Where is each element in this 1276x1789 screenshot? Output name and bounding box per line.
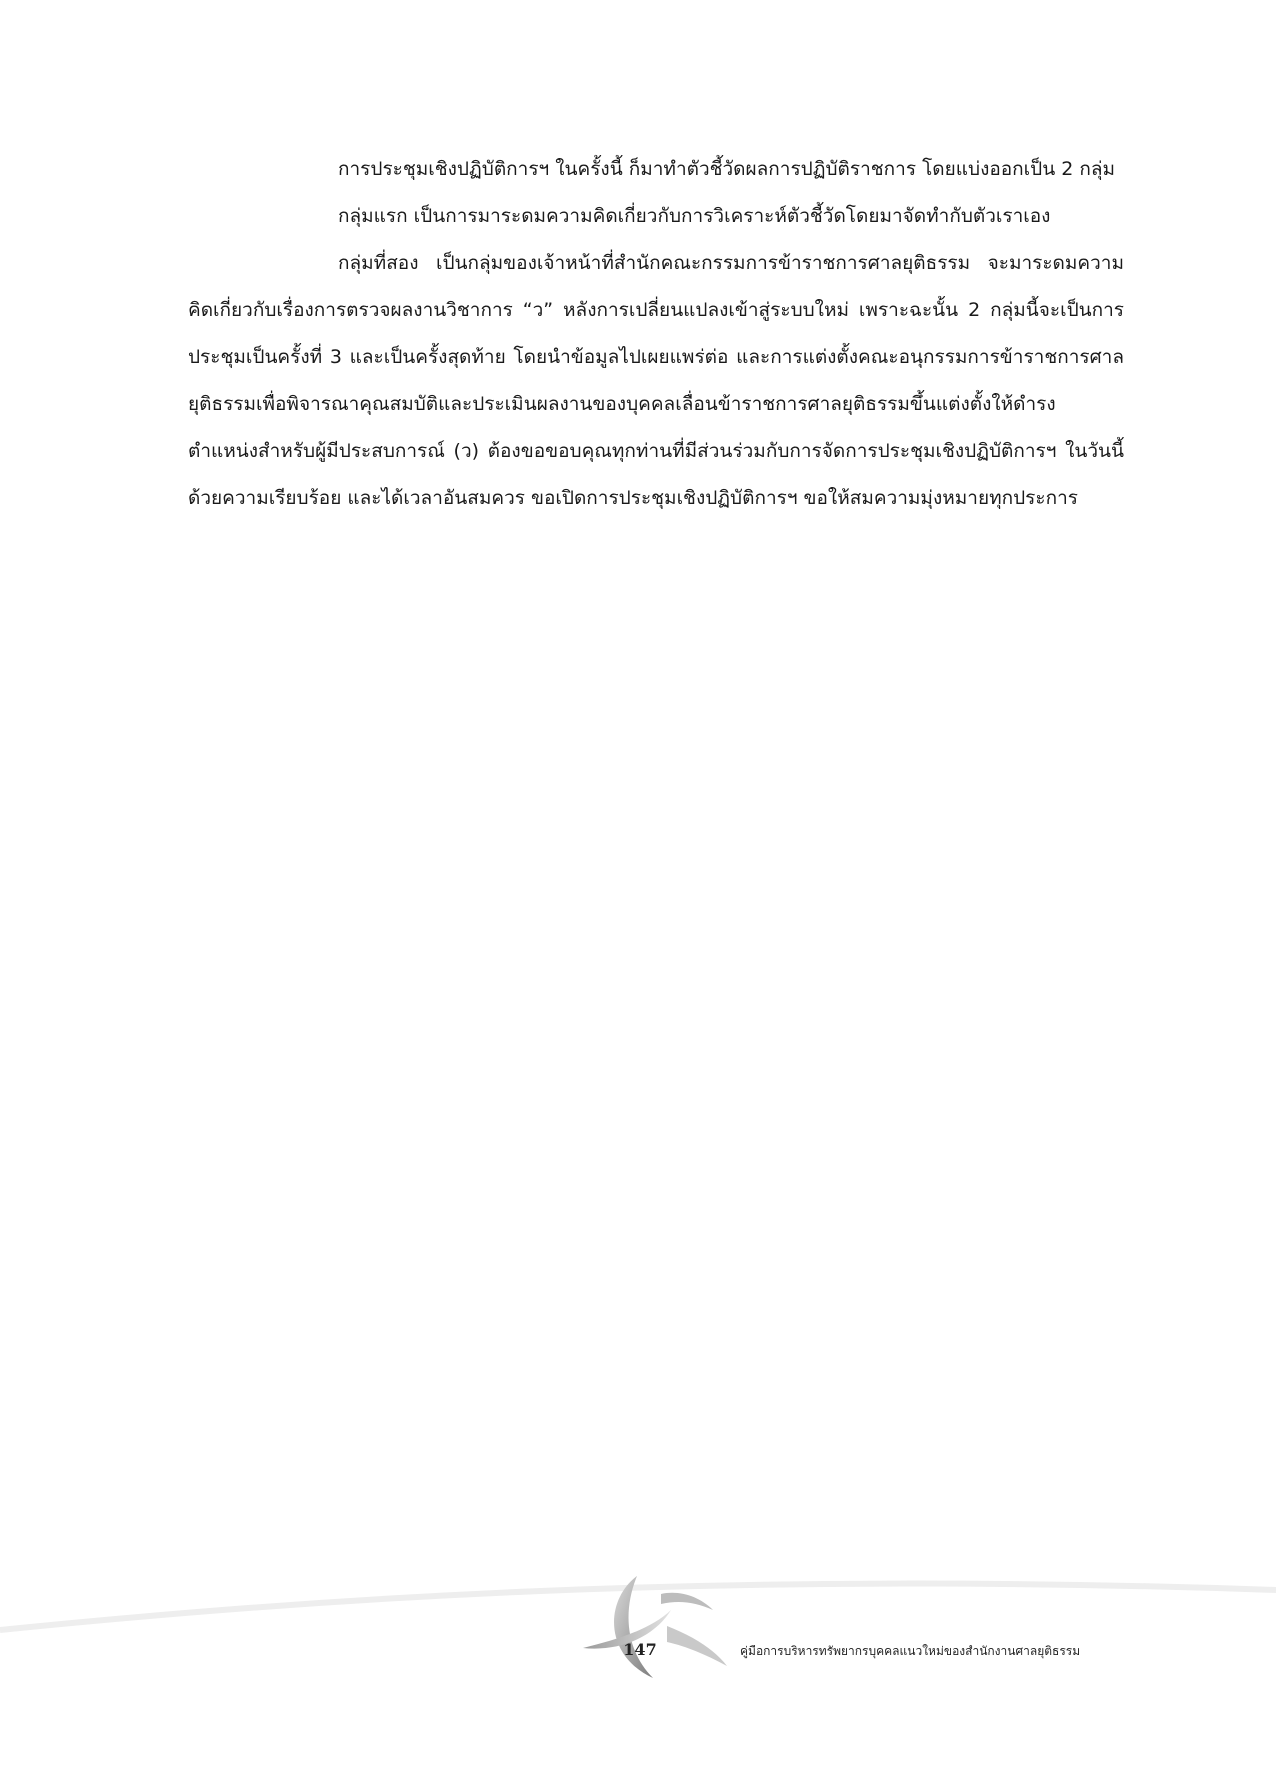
page-number: 147 — [623, 1640, 657, 1659]
paragraph-group-one: กลุ่มแรก เป็นการมาระดมความคิดเกี่ยวกับการวิเคราะห์ตัวชี้วัดโดยมาจัดทำกับตัวเราเอง — [338, 205, 1051, 227]
paragraph-group-two: กลุ่มที่สอง เป็นกลุ่มของเจ้าหน้าที่สำนักคณะกรรมการข้าราชการศาลยุติธรรม จะมาระดมความคิดเกี่ยวกับเรื่องการตรวจผลงานวิชาการ “ว” หลังการเปลี่ยนแปลงเข้าสู่ระบบใหม่ เพราะฉะนั้น 2 กลุ่มนี้จะเป็นการประชุมเป็นครั้งที่ 3 และเป็นครั้งสุดท้าย โดยนำข้อมูลไปเผยแพร่ต่อ และการแต่งตั้งคณะอนุกรรมการข้าราชการศาลยุติธรรมเพื่อพิจารณาคุณสมบัติและประเมินผลงานของบุคคลเลื่อนข้าราชการศาลยุติธรรมขึ้นแต่งตั้งให้ดำรงตำแหน่งสำหรับผู้มีประสบการณ์ (ว) ต้องขอขอบคุณทุกท่านที่มีส่วนร่วมกับการจัดการประชุมเชิงปฏิบัติการฯ ในวันนี้ด้วยความเรียบร้อย และได้เวลาอันสมควร ขอเปิดการประชุมเชิงปฏิบัติการฯ ขอให้สมความมุ่งหมายทุกประการ — [188, 252, 1124, 509]
footer-document-title: คู่มือการบริหารทรัพยากรบุคคลแนวใหม่ของสำนักงานศาลยุติธรรม — [740, 1644, 1081, 1658]
paragraph-intro: การประชุมเชิงปฏิบัติการฯ ในครั้งนี้ ก็มาทำตัวชี้วัดผลการปฏิบัติราชการ โดยแบ่งออกเป็น 2 กลุ่ม — [338, 158, 1116, 180]
body-text — [188, 146, 1124, 522]
swoosh-emblem-icon — [575, 1570, 735, 1690]
